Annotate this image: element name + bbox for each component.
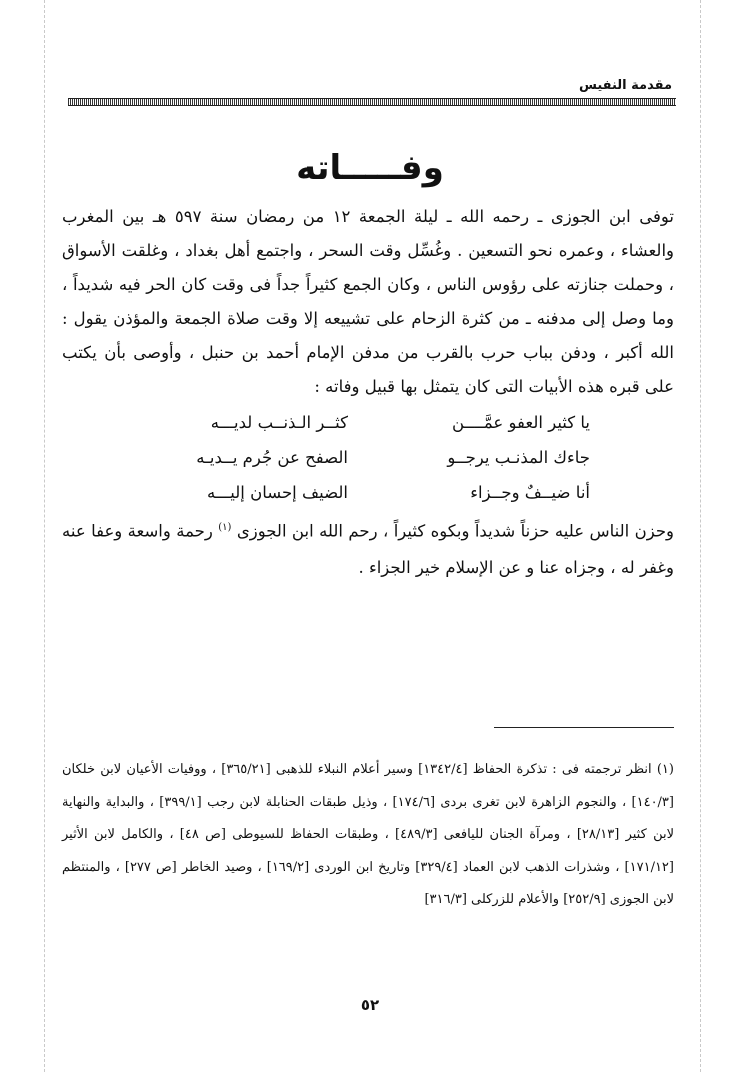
verse-first-hemistich: جاءك المذنـب يرجــو [447, 448, 590, 467]
chapter-title: وفـــــاته [296, 148, 444, 188]
closing-paragraph [62, 510, 674, 586]
header-rule [68, 98, 676, 106]
body-text: توفى ابن الجوزى ـ رحمه الله ـ ليلة الجمعة ١٢ من رمضان سنة ٥٩٧ هـ بين المغرب والعشاء ، وعمره نحو التسعين . وغُسِّل وقت السحر ، واجتمع أهل بغداد ، وغلقت الأسواق ، وحملت جنازته على رؤوس الناس ، وكان الجمع كثيراً جداً فى وقت كان الحر فيه شديداً ، وما وصل إلى مدفنه ـ من كثرة الزحام على تشييعه إلا وقت صلاة الجمعة والمؤذن يقول : الله أكبر ، ودفن بباب حرب بالقرب من مدفن الإمام أحمد بن حنبل ، وأوصى بأن يكتب على قبره هذه الأبيات التى كان يتمثل بها قبيل وفاته : [62, 207, 674, 396]
closing-text [62, 510, 674, 586]
verse-second-hemistich: كثــر الـذنــب لديـــه [210, 413, 348, 432]
footnotes [62, 754, 674, 917]
verse-row [150, 440, 590, 475]
body-paragraph [62, 200, 674, 404]
verse-row [150, 405, 590, 440]
page-number: ٥٢ [360, 996, 380, 1014]
verse-second-hemistich: الصفح عن جُرم يــديـه [196, 448, 348, 467]
verse-first-hemistich: يا كثير العفو عمَّــــن [452, 413, 590, 432]
closing-text-before-note: وحزن الناس عليه حزناً شديداً وبكوه كثيراً ، رحم الله ابن الجوزى [236, 521, 675, 541]
verse-first-hemistich: أنا ضيــفٌ وجــزاء [470, 483, 590, 502]
verse-second-hemistich: الضيف إحسان إليـــه [206, 483, 348, 502]
running-header: مقدمة النفيس [578, 78, 672, 93]
footnote-text: (١) انظر ترجمته فى : تذكرة الحفاظ [١٣٤٢/٤] وسير أعلام النبلاء للذهبى [٣٦٥/٢١] ، ووفيات الأعيان لابن خلكان [١٤٠/٣] ، والنجوم الزاهرة لابن تغرى بردى [١٧٤/٦] ، وذيل طبقات الحنابلة لابن رجب [٣٩٩/١] ، والبداية والنهاية لابن كثير [٢٨/١٣] ، ومرآة الجنان لليافعى [٤٨٩/٣] ، وطبقات الحفاظ للسيوطى [ص ٤٨] ، والكامل لابن الأثير [١٧١/١٢] ، وشذرات الذهب لابن العماد [٣٢٩/٤] وتاريخ ابن الوردى [١٦٩/٢] ، وصيد الخاطر [ص ٢٧٧] ، والمنتظم لابن الجوزى [٢٥٢/٩] والأعلام للزركلى [٣١٦/٣] [62, 762, 675, 907]
poem-verses [150, 405, 590, 510]
footnote-marker: (١) [218, 522, 232, 533]
footnote-separator [494, 727, 674, 728]
verse-row [150, 475, 590, 510]
closing-text-after-note: رحمة واسعة وعفا عنه وغفر له ، وجزاه عنا و عن الإسلام خير الجزاء . [62, 521, 674, 577]
